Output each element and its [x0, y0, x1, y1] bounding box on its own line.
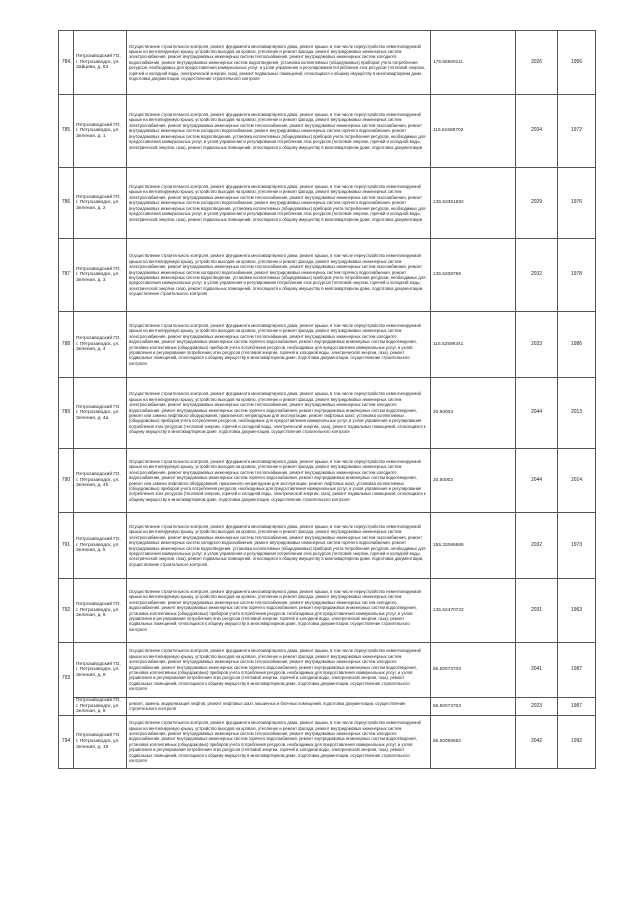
build-year-cell: 1992: [558, 715, 596, 768]
planned-year-cell: 2029: [516, 168, 558, 239]
build-year-cell: 1987: [558, 643, 596, 698]
cost-cell: 65.50073703: [431, 698, 516, 716]
build-year-cell: 1987: [558, 698, 596, 716]
cost-cell: 135.5208766: [431, 239, 516, 312]
address-cell: Петрозаводский ГО, г. Петрозаводск, ул. Зеленая, д. 10: [74, 715, 127, 768]
row-number: 788: [59, 312, 74, 378]
build-year-cell: 1973: [558, 513, 596, 579]
cost-cell: 155.32066566: [431, 513, 516, 579]
address-cell: Петрозаводский ГО, г. Петрозаводск, ул. Зеленая, д. 4а: [74, 378, 127, 449]
table-body: [59, 31, 596, 769]
address-cell: Петрозаводский ГО, г. Петрозаводск, ул. Зеленая, д. 8: [74, 643, 127, 698]
table-row: [59, 449, 596, 513]
row-number: 787: [59, 239, 74, 312]
works-cell: Осуществление строительного контроля, ремонт фундамента многоквартирного дома, ремонт крыши, в том числе переустройство невентилируемой крыши на вентилируемую крышу, устройство выходов на кровлю, утепление и ремонт фасада, ремонт внутридомовых инженерных систем электроснабжения, ремонт внутридомовых инженерных систем теплоснабжения, ремонт внутридомовых инженерных систем газоснабжения, ремонт внутридомовых инженерных систем холодного водоснабжения, ремонт внутридомовых инженерных систем горячего водоснабжения, ремонт внутридомовых инженерных систем водоотведения, установка коллективных (общедомовых) приборов учета потребления ресурсов, необходимых для предоставления коммунальных услуг, и узлов управления и регулирования потребления этих ресурсов (тепловой энергии, горячей и холодной воды, электрической энергии, газа), ремонт подвальных помещений, относящихся к общему имуществу в многоквартирном доме, подготовка документации, осуществление строительного контроля: [127, 513, 431, 579]
address-cell: Петрозаводский ГО, г. Петрозаводск, ул. Зайцева, д. 53: [74, 31, 127, 95]
table-row: [59, 513, 596, 579]
address-cell: Петрозаводский ГО, г. Петрозаводск, ул. Зеленая, д. 3: [74, 239, 127, 312]
works-cell: Осуществление строительного контроля, ремонт фундамента многоквартирного дома, ремонт крыши, в том числе переустройство невентилируемой крыши на вентилируемую крышу, устройство выходов на кровлю, утепление и ремонт фасада, ремонт внутридомовых инженерных систем электроснабжения, ремонт внутридомовых инженерных систем теплоснабжения, ремонт внутридомовых инженерных систем холодного водоснабжения, ремонт внутридомовых инженерных систем горячего водоснабжения, ремонт внутридомовых инженерных систем водоотведения, установка коллективных (общедомовых) приборов учета потребления ресурсов, необходимых для предоставления коммунальных услуг, и узлов управления и регулирования потребления этих ресурсов (тепловой энергии, горячей и холодной воды, электрической энергии, газа), ремонт подвальных помещений, относящихся к общему имуществу в многоквартирном доме, подготовка документации, осуществление строительного контроля: [127, 643, 431, 698]
works-cell: Осуществление строительного контроля, ремонт фундамента многоквартирного дома, ремонт крыши, в том числе переустройство невентилируемой крыши на вентилируемую крышу, устройство выходов на кровлю, утепление и ремонт фасада, ремонт внутридомовых инженерных систем электроснабжения, ремонт внутридомовых инженерных систем теплоснабжения, ремонт внутридомовых инженерных систем газоснабжения, ремонт внутридомовых инженерных систем холодного водоснабжения, ремонт внутридомовых инженерных систем горячего водоснабжения, ремонт внутридомовых инженерных систем водоотведения, установка коллективных (общедомовых) приборов учета потребления ресурсов, необходимых для предоставления коммунальных услуг, и узлов управления и регулирования потребления этих ресурсов (тепловой энергии, горячей и холодной воды, электрической энергии, газа), ремонт подвальных помещений, относящихся к общему имуществу в многоквартирном доме, подготовка документации: [127, 168, 431, 239]
row-number: 785: [59, 95, 74, 168]
planned-year-cell: 2042: [516, 715, 558, 768]
table-row: [59, 239, 596, 312]
table-row: [59, 579, 596, 643]
planned-year-cell: 2032: [516, 513, 558, 579]
works-cell: Осуществление строительного контроля, ремонт фундамента многоквартирного дома, ремонт крыши, в том числе переустройство невентилируемой крыши на вентилируемую крышу, устройство выходов на кровлю, утепление и ремонт фасада, ремонт внутридомовых инженерных систем электроснабжения, ремонт внутридомовых инженерных систем теплоснабжения, ремонт внутридомовых инженерных систем газоснабжения, ремонт внутридомовых инженерных систем холодного водоснабжения, ремонт внутридомовых инженерных систем горячего водоснабжения, ремонт внутридомовых инженерных систем водоотведения, установка коллективных (общедомовых) приборов учета потребления ресурсов, необходимых для предоставления коммунальных услуг, и узлов управления и регулирования потребления этих ресурсов (тепловой энергии, горячей и холодной воды, электрической энергии, газа), ремонт подвальных помещений, относящихся к общему имуществу в многоквартирном доме, подготовка документации: [127, 95, 431, 168]
build-year-cell: 1986: [558, 312, 596, 378]
cost-cell: 20.50003: [431, 378, 516, 449]
planned-year-cell: 2044: [516, 378, 558, 449]
planned-year-cell: 2034: [516, 95, 558, 168]
row-number: 792: [59, 579, 74, 643]
row-number: 791: [59, 513, 74, 579]
build-year-cell: 1956: [558, 31, 596, 95]
capital-repair-table: [58, 30, 596, 769]
table-row: [59, 698, 596, 716]
register-page: [58, 30, 595, 769]
planned-year-cell: 2031: [516, 579, 558, 643]
planned-year-cell: 2041: [516, 643, 558, 698]
table-row: [59, 95, 596, 168]
planned-year-cell: 2033: [516, 312, 558, 378]
works-cell: Осуществление строительного контроля, ремонт фундамента многоквартирного дома, ремонт крыши, в том числе переустройство невентилируемой крыши на вентилируемую крышу, устройство выходов на кровлю, утепление и ремонт фасада, ремонт внутридомовых инженерных систем электроснабжения, ремонт внутридомовых инженерных систем теплоснабжения, ремонт внутридомовых инженерных систем холодного водоснабжения, ремонт внутридомовых инженерных систем горячего водоснабжения, ремонт внутридомовых инженерных систем водоотведения, установка коллективных (общедомовых) приборов учета потребления ресурсов, необходимых для предоставления коммунальных услуг, и узлов управления и регулирования потребления этих ресурсов (тепловой энергии, горячей и холодной воды, электрической энергии, газа), ремонт подвальных помещений, относящихся к общему имуществу в многоквартирном доме, подготовка документации, осуществление строительного контроля: [127, 579, 431, 643]
planned-year-cell: 2023: [516, 698, 558, 716]
cost-cell: 175.55500111: [431, 31, 516, 95]
row-number: 786: [59, 168, 74, 239]
build-year-cell: 1972: [558, 95, 596, 168]
row-number: 790: [59, 449, 74, 513]
address-cell: Петрозаводский ГО, г. Петрозаводск, ул. Зеленая, д. 4б: [74, 449, 127, 513]
row-number: 793: [59, 643, 74, 716]
address-cell: Петрозаводский ГО, г. Петрозаводск, ул. Зеленая, д. 1: [74, 95, 127, 168]
build-year-cell: 1963: [558, 579, 596, 643]
works-cell: Осуществление строительного контроля, ремонт фундамента многоквартирного дома, ремонт крыши, в том числе переустройство невентилируемой крыши на вентилируемую крышу, устройство выходов на кровлю, утепление и ремонт фасада, ремонт внутридомовых инженерных систем электроснабжения, ремонт внутридомовых инженерных систем теплоснабжения, ремонт внутридомовых инженерных систем газоснабжения, ремонт внутридомовых инженерных систем холодного водоснабжения, ремонт внутридомовых инженерных систем горячего водоснабжения, ремонт внутридомовых инженерных систем водоотведения, установка коллективных (общедомовых) приборов учета потребления ресурсов, необходимых для предоставления коммунальных услуг, и узлов управления и регулирования потребления этих ресурсов (тепловой энергии, горячей и холодной воды, электрической энергии, газа), ремонт подвальных помещений, относящихся к общему имуществу в многоквартирном доме, подготовка документации, осуществление строительного контроля: [127, 239, 431, 312]
build-year-cell: 1978: [558, 239, 596, 312]
works-cell: Осуществление строительного контроля, ремонт фундамента многоквартирного дома, ремонт крыши, в том числе переустройство невентилируемой крыши на вентилируемую крышу, устройство выходов на кровлю, утепление и ремонт фасада, ремонт внутридомовых инженерных систем электроснабжения, ремонт внутридомовых инженерных систем теплоснабжения, ремонт внутридомовых инженерных систем холодного водоснабжения, ремонт внутридомовых инженерных систем горячего водоснабжения, ремонт внутридомовых инженерных систем водоотведения, ремонт или замена лифтового оборудования, признанного непригодным для эксплуатации, ремонт лифтовых шахт, установка коллективных (общедомовых) приборов учета потребления ресурсов, необходимых для предоставления коммунальных услуг, и узлов управления и регулирования потребления этих ресурсов (тепловой энергии, горячей и холодной воды, электрической энергии, газа), ремонт подвальных помещений, относящихся к общему имуществу в многоквартирном доме, подготовка документации, осуществление строительного контроля: [127, 378, 431, 449]
table-row: [59, 643, 596, 698]
works-cell: ремонт, замена, модернизация лифтов, ремонт лифтовых шахт, машинных и блочных помещений, подготовка документации, осуществление строительного контроля: [127, 698, 431, 716]
table-row: [59, 715, 596, 768]
table-row: [59, 31, 596, 95]
address-cell: Петрозаводский ГО, г. Петрозаводск, ул. Зеленая, д. 5: [74, 513, 127, 579]
build-year-cell: 1976: [558, 168, 596, 239]
planned-year-cell: 2032: [516, 239, 558, 312]
table-row: [59, 168, 596, 239]
build-year-cell: 2014: [558, 449, 596, 513]
address-cell: Петрозаводский ГО, г. Петрозаводск, ул. Зеленая, д. 2: [74, 168, 127, 239]
planned-year-cell: 2044: [516, 449, 558, 513]
row-number: 789: [59, 378, 74, 449]
cost-cell: 135.52470722: [431, 579, 516, 643]
cost-cell: 135.53351592: [431, 168, 516, 239]
works-cell: Осуществление строительного контроля, ремонт фундамента многоквартирного дома, ремонт крыши, в том числе переустройство невентилируемой крыши на вентилируемую крышу, устройство выходов на кровлю, утепление и ремонт фасада, ремонт внутридомовых инженерных систем электроснабжения, ремонт внутридомовых инженерных систем теплоснабжения, ремонт внутридомовых инженерных систем холодного водоснабжения, ремонт внутридомовых инженерных систем водоотведения, установка коллективных (общедомовых) приборов учета потребления ресурсов, необходимых для предоставления коммунальных услуг, и узлов управления и регулирования потребления этих ресурсов (тепловой энергии, горячей и холодной воды, электрической энергии, газа), ремонт подвальных помещений, относящихся к общему имуществу в многоквартирном доме, подготовка документации, осуществление строительного контроля: [127, 31, 431, 95]
address-cell: Петрозаводский ГО, г. Петрозаводск, ул. Зеленая, д. 8: [74, 698, 127, 716]
works-cell: Осуществление строительного контроля, ремонт фундамента многоквартирного дома, ремонт крыши, в том числе переустройство невентилируемой крыши на вентилируемую крышу, устройство выходов на кровлю, утепление и ремонт фасада, ремонт внутридомовых инженерных систем электроснабжения, ремонт внутридомовых инженерных систем теплоснабжения, ремонт внутридомовых инженерных систем холодного водоснабжения, ремонт внутридомовых инженерных систем горячего водоснабжения, ремонт внутридомовых инженерных систем водоотведения, установка коллективных (общедомовых) приборов учета потребления ресурсов, необходимых для предоставления коммунальных услуг, и узлов управления и регулирования потребления этих ресурсов (тепловой энергии, горячей и холодной воды, электрической энергии, газа), ремонт подвальных помещений, относящихся к общему имуществу в многоквартирном доме, подготовка документации, осуществление строительного контроля: [127, 715, 431, 768]
row-number: 784: [59, 31, 74, 95]
cost-cell: 65.50068652: [431, 715, 516, 768]
works-cell: Осуществление строительного контроля, ремонт фундамента многоквартирного дома, ремонт крыши, в том числе переустройство невентилируемой крыши на вентилируемую крышу, устройство выходов на кровлю, утепление и ремонт фасада, ремонт внутридомовых инженерных систем электроснабжения, ремонт внутридомовых инженерных систем теплоснабжения, ремонт внутридомовых инженерных систем холодного водоснабжения, ремонт внутридомовых инженерных систем горячего водоснабжения, ремонт внутридомовых инженерных систем водоотведения, установка коллективных (общедомовых) приборов учета потребления ресурсов, необходимых для предоставления коммунальных услуг, и узлов управления и регулирования потребления этих ресурсов (тепловой энергии, горячей и холодной воды, электрической энергии, газа), ремонт подвальных помещений, относящихся к общему имуществу в многоквартирном доме, подготовка документации, осуществление строительного контроля: [127, 312, 431, 378]
table-row: [59, 312, 596, 378]
cost-cell: 115.51688702: [431, 95, 516, 168]
build-year-cell: 2013: [558, 378, 596, 449]
cost-cell: 20.50002: [431, 449, 516, 513]
row-number: 794: [59, 715, 74, 768]
planned-year-cell: 2026: [516, 31, 558, 95]
cost-cell: 65.50073703: [431, 643, 516, 698]
cost-cell: 115.52599341: [431, 312, 516, 378]
table-row: [59, 378, 596, 449]
address-cell: Петрозаводский ГО, г. Петрозаводск, ул. Зеленая, д. 6: [74, 579, 127, 643]
works-cell: Осуществление строительного контроля, ремонт фундамента многоквартирного дома, ремонт крыши, в том числе переустройство невентилируемой крыши на вентилируемую крышу, устройство выходов на кровлю, утепление и ремонт фасада, ремонт внутридомовых инженерных систем электроснабжения, ремонт внутридомовых инженерных систем теплоснабжения, ремонт внутридомовых инженерных систем холодного водоснабжения, ремонт внутридомовых инженерных систем горячего водоснабжения, ремонт внутридомовых инженерных систем водоотведения, ремонт или замена лифтового оборудования, признанного непригодным для эксплуатации, ремонт лифтовых шахт, установка коллективных (общедомовых) приборов учета потребления ресурсов, необходимых для предоставления коммунальных услуг, и узлов управления и регулирования потребления этих ресурсов (тепловой энергии, горячей и холодной воды, электрической энергии, газа), ремонт подвальных помещений, относящихся к общему имуществу в многоквартирном доме, подготовка документации, осуществление строительного контроля: [127, 449, 431, 513]
address-cell: Петрозаводский ГО, г. Петрозаводск, ул. Зеленая, д. 4: [74, 312, 127, 378]
